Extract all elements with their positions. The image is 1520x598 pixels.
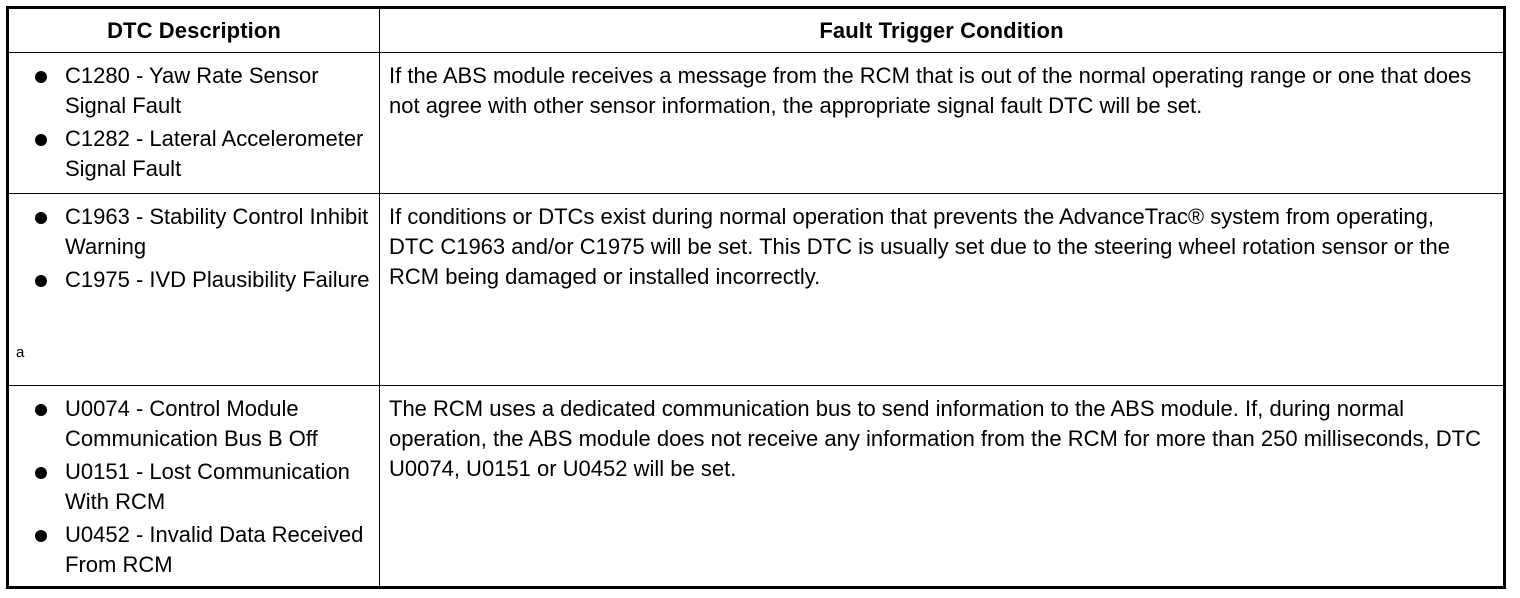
dtc-list-item [35,61,375,121]
dtc-table [6,6,1506,589]
row-2-condition-cell [380,194,1503,386]
bullet-icon [35,71,47,83]
dtc-item-text: C1963 - Stability Control Inhibit Warning [65,204,369,259]
header-fault-trigger-condition-label: Fault Trigger Condition [819,17,1064,43]
row-3-dtc-cell [9,386,380,586]
bullet-icon [35,467,47,479]
dtc-item-text: C1282 - Lateral Accelerometer Signal Fault [65,126,364,181]
row-1-dtc-list [35,61,375,187]
dtc-list-item [35,124,375,184]
row-2-condition-text: If conditions or DTCs exist during normal operation that prevents the AdvanceTrac® system from operating, DTC C1963 and/or C1975 will be set. This DTC is usually set due to the steering wheel rotation sensor or the RCM being damaged or installed incorrectly. [389,204,1451,289]
dtc-item-text: C1975 - IVD Plausibility Failure [65,267,370,292]
bullet-icon [35,212,47,224]
dtc-list-item [35,265,375,295]
row-1-dtc-cell [9,53,380,194]
dtc-list-item [35,394,375,454]
row-3-condition-cell [380,386,1503,586]
bullet-icon [35,134,47,146]
row-3-dtc-list [35,394,375,583]
dtc-list-item [35,202,375,262]
row-1-condition-text: If the ABS module receives a message from the RCM that is out of the normal operating range or one that does not agree with other sensor information, the appropriate signal fault DTC will be set. [389,63,1472,118]
footnote-marker: a [16,344,25,361]
dtc-item-text: U0151 - Lost Communication With RCM [65,459,350,514]
header-dtc-description [9,9,380,53]
dtc-item-text: U0452 - Invalid Data Received From RCM [65,522,364,577]
bullet-icon [35,530,47,542]
dtc-list-item [35,457,375,517]
dtc-item-text: U0074 - Control Module Communication Bus B Off [65,396,318,451]
bullet-icon [35,404,47,416]
row-3-condition-text: The RCM uses a dedicated communication bus to send information to the ABS module. If, during normal operation, the ABS module does not receive any information from the RCM for more than 250 milliseconds, DTC U0074, U0151 or U0452 will be set. [389,396,1481,481]
bullet-icon [35,275,47,287]
header-dtc-description-label: DTC Description [107,17,281,43]
dtc-item-text: C1280 - Yaw Rate Sensor Signal Fault [65,63,319,118]
header-fault-trigger-condition [380,9,1503,53]
row-1-condition-cell [380,53,1503,194]
dtc-list-item [35,520,375,580]
row-2-dtc-list [35,202,375,298]
row-2-dtc-cell [9,194,380,386]
